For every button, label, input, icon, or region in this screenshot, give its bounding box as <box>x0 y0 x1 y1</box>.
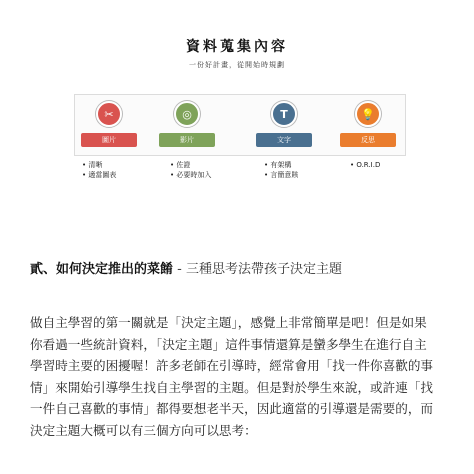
paragraph-line: 你看過一些統計資料，「決定主題」這件事情還算是蠻多學生在進行自主 <box>30 336 427 352</box>
bullet-item: • 佐證 <box>170 160 240 170</box>
bullet-item: • 言簡意賅 <box>264 170 334 180</box>
bullet-item: • 適當圖表 <box>82 170 152 180</box>
paragraph-line: 情」來開始引導學生找自主學習的主題。但是對於學生來說，或許連「找 <box>30 379 433 395</box>
paragraph-line: 學習時主要的困擾喔！許多老師在引導時，經常會用「找一件你喜歡的事 <box>30 358 433 373</box>
paragraph-line: 做自主學習的第一關就是「決定主題」，感覺上非常簡單是吧！但是如果 <box>30 315 427 330</box>
section-heading <box>30 258 460 277</box>
paragraph-line: 決定主題大概可以有三個方向可以思考： <box>30 422 257 438</box>
body-paragraph <box>30 312 446 441</box>
category-text <box>254 101 314 147</box>
image-icon: ✂ <box>96 101 122 127</box>
video-icon: ◎ <box>174 101 200 127</box>
info-subtitle: 一份好計畫，從開始時規劃 <box>189 61 285 69</box>
category-label-image: 圖片 <box>81 133 137 147</box>
bullet-item: • 清晰 <box>82 160 152 170</box>
paragraph-line: 一件自己喜歡的事情」都得要想老半天，因此適當的引導還是需要的，而 <box>30 401 433 416</box>
bullet-list-reflection <box>350 160 420 170</box>
bullet-item: • 有架構 <box>264 160 334 170</box>
text-icon: T <box>271 101 297 127</box>
category-label-video: 影片 <box>159 133 215 147</box>
bullet-list-text <box>264 160 334 180</box>
info-title: 資料蒐集內容 <box>186 39 288 55</box>
section-heading-sub: 三種思考法帶孩子決定主題 <box>185 262 342 277</box>
bullet-list-image <box>82 160 152 180</box>
category-label-text: 文字 <box>256 133 312 147</box>
section-heading-separator: - <box>173 262 186 277</box>
bullet-item: • O.R.I.D <box>350 160 420 170</box>
category-video <box>157 101 217 147</box>
bullet-item: • 必要時加入 <box>170 170 240 180</box>
category-reflection <box>338 101 398 147</box>
bullet-list-video <box>170 160 240 180</box>
category-label-reflection: 反思 <box>340 133 396 147</box>
section-heading-main: 貳、如何決定推出的菜餚 <box>30 262 174 277</box>
info-graphic <box>0 0 474 200</box>
lightbulb-icon: 💡 <box>355 101 381 127</box>
category-image <box>79 101 139 147</box>
